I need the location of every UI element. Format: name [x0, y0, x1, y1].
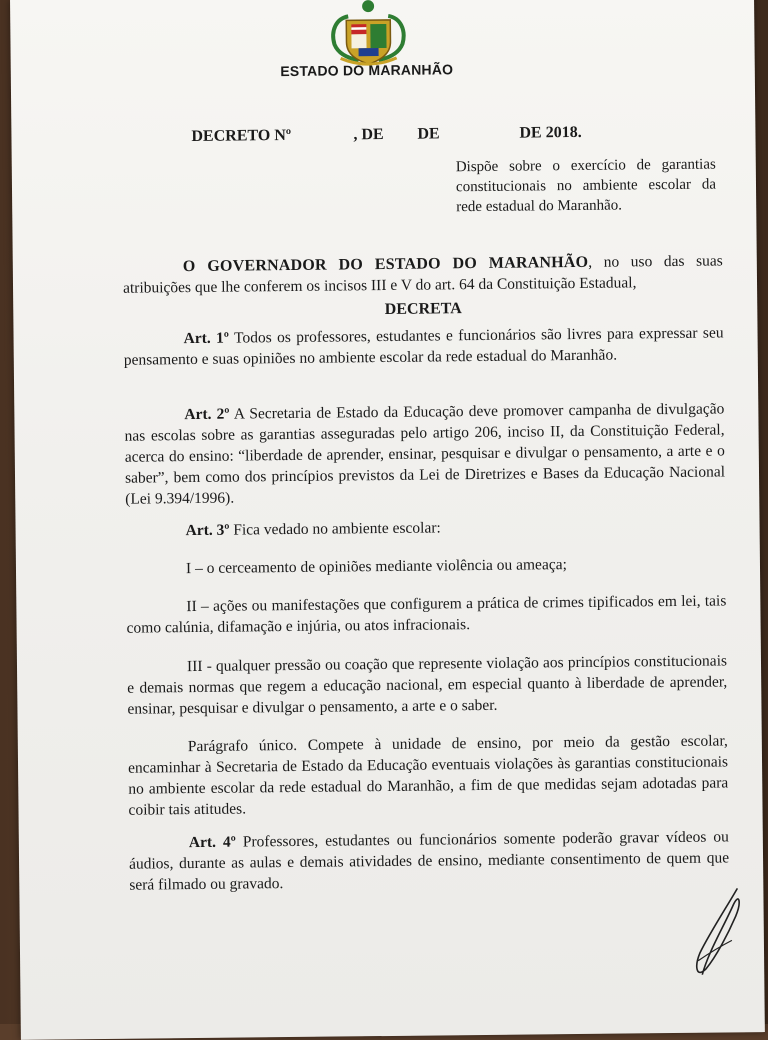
decree-month-separator: DE — [417, 125, 440, 143]
article-2-label: Art. 2º — [184, 405, 230, 424]
article-3-text: Fica vedado no ambiente escolar: — [229, 519, 441, 539]
decree-number-label: DECRETO Nº — [191, 126, 292, 146]
article-1-text: Todos os professores, estudantes e funcionários são livres para expressar seu pensamento e suas opiniões no ambiente escolar da rede estadual do Maranhão. — [123, 324, 724, 369]
article-3 — [125, 514, 725, 541]
article-1 — [123, 322, 723, 370]
preamble-authority: O GOVERNADOR DO ESTADO DO MARANHÃO — [182, 253, 589, 276]
inciso-3: III - qualquer pressão ou coação que represente violação aos princípios constitucionais e demais normas que regem a educação nacional, em especial quanto à liberdade de aprender, ensinar, pesquisar e divulgar o pensamento, a arte e o saber. — [127, 652, 728, 718]
article-3-label: Art. 3º — [185, 521, 230, 540]
article-1-label: Art. 1º — [183, 329, 230, 348]
decree-page — [10, 0, 765, 1040]
ementa: Dispõe sobre o exercício de garantias constitucionais no ambiente escolar da rede estadual do Maranhão. — [455, 156, 717, 216]
article-4-text: Professores, estudantes ou funcionários somente poderão gravar vídeos ou áudios, durante as aulas e demais atividades de ensino, mediante consentimento de quem que será filmado ou gravado. — [128, 828, 730, 894]
inciso-1: I – o cerceamento de opiniões mediante violência ou ameaça; — [185, 556, 567, 578]
state-name: ESTADO DO MARANHÃO — [280, 61, 454, 80]
article-2 — [124, 398, 725, 509]
article-4-label: Art. 4º — [188, 833, 236, 852]
decree-year: DE 2018. — [519, 123, 582, 142]
coat-of-arms-icon — [318, 0, 419, 69]
article-2-text: A Secretaria de Estado da Educação deve promover campanha de divulgação nas escolas sobre as garantias asseguradas pelo artigo 206, inciso II, da Constituição Federal, acerca do ensino: “liberdade de aprender, ensinar, pesquisar e divulgar o pensamento, a arte e o saber”, bem como dos princípios previstos da Lei de Diretrizes e Bases da Educação Nacional (Lei 9.394/1996). — [124, 400, 726, 508]
paragrafo-unico: Parágrafo único. Compete à unidade de ensino, por meio da gestão escolar, encaminhar à Secretaria de Estado da Educação eventuais violações às garantias constitucionais no ambiente escolar da rede estadual do Maranhão, a fim de que medidas sejam adotadas para coibir tais atitudes. — [127, 732, 729, 819]
article-4 — [129, 826, 730, 895]
signature-icon — [679, 882, 750, 983]
decreta-heading: DECRETA — [384, 300, 462, 318]
decree-day-separator: , DE — [353, 125, 384, 144]
preamble-text: , no uso das suas atribuições que lhe conferem os incisos III e V do art. 64 da Constituição Estadual, — [122, 252, 723, 297]
preamble — [123, 250, 723, 298]
inciso-2: II – ações ou manifestações que configurem a prática de crimes tipificados em lei, tais como calúnia, difamação e injúria, ou atos infracionais. — [126, 592, 727, 637]
